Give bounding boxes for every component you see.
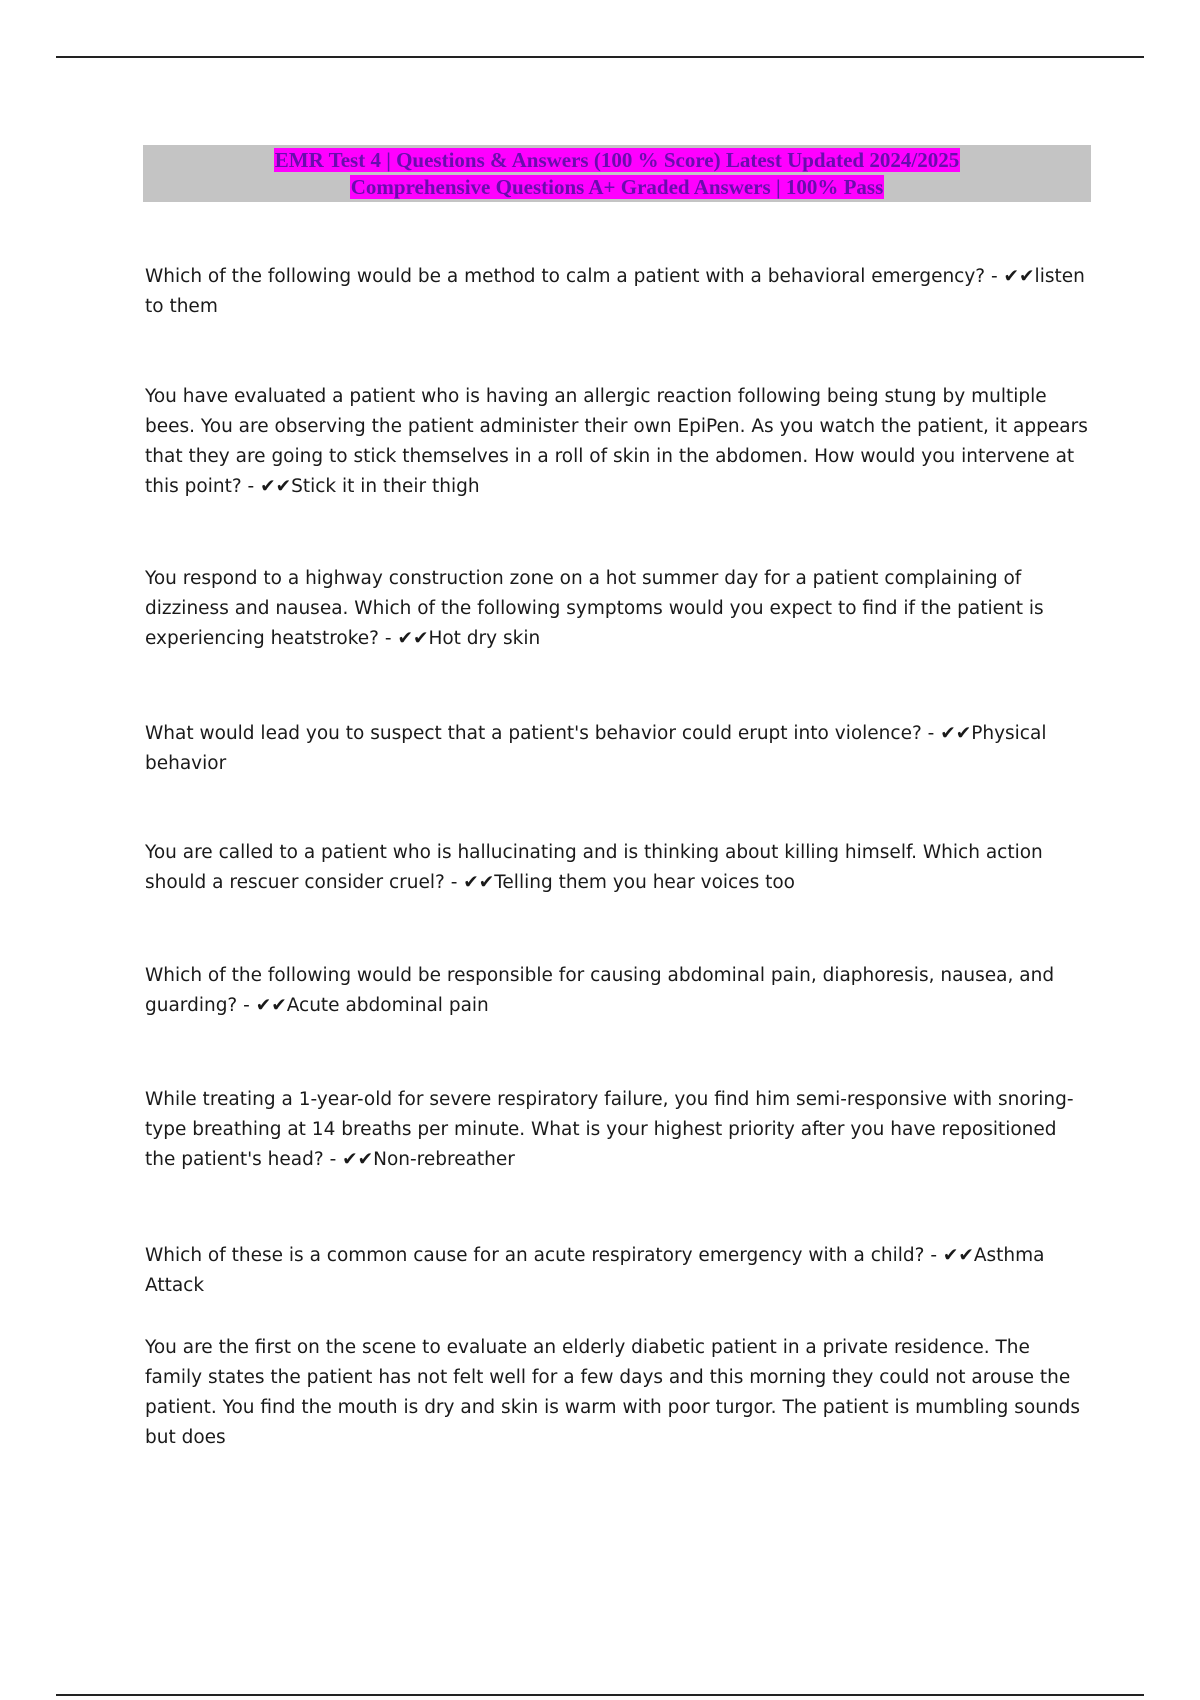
- qa-item-9: You are the first on the scene to evaluate an elderly diabetic patient in a private residence. The family states the patient has not felt well for a few days and this morning they could not arouse the patient. You find the mouth is dry and skin is warm with poor turgor. The patient is mumbling sounds but does: [145, 1337, 1081, 1448]
- qa-item-8: Which of these is a common cause for an acute respiratory emergency with a child? - ✔✔Asthma Attack: [145, 1245, 1045, 1296]
- qa-item-1: Which of the following would be a method to calm a patient with a behavioral emergency? - ✔✔listen to them: [145, 266, 1085, 317]
- qa-item-7: While treating a 1-year-old for severe respiratory failure, you find him semi-responsive with snoring-type breathing at 14 breaths per minute. What is your highest priority after you have repositioned the patient's head? - ✔✔Non-rebreather: [145, 1089, 1074, 1170]
- title-line-1: EMR Test 4 | Questions & Answers (100 % Score) Latest Updated 2024/2025: [274, 148, 960, 172]
- qa-item-2: You have evaluated a patient who is having an allergic reaction following being stung by multiple bees. You are observing the patient administer their own EpiPen. As you watch the patient, it appears that they are going to stick themselves in a roll of skin in the abdomen. How would you intervene at this point? - ✔✔Stick it in their thigh: [145, 386, 1088, 497]
- document-title-banner: [143, 145, 1091, 202]
- qa-item-4: What would lead you to suspect that a patient's behavior could erupt into violence? - ✔✔Physical behavior: [145, 723, 1047, 774]
- footer-rule: [56, 1694, 1144, 1696]
- qa-item-3: You respond to a highway construction zone on a hot summer day for a patient complaining of dizziness and nausea. Which of the following symptoms would you expect to find if the patient is experiencing heatstroke? - ✔✔Hot dry skin: [145, 568, 1044, 649]
- qa-item-6: Which of the following would be responsible for causing abdominal pain, diaphoresis, nausea, and guarding? - ✔✔Acute abdominal pain: [145, 965, 1055, 1016]
- header-rule: [56, 56, 1144, 58]
- title-line-2: Comprehensive Questions A+ Graded Answers | 100% Pass: [350, 175, 884, 199]
- qa-item-5: You are called to a patient who is hallucinating and is thinking about killing himself. Which action should a rescuer consider cruel? - ✔✔Telling them you hear voices too: [145, 842, 1043, 893]
